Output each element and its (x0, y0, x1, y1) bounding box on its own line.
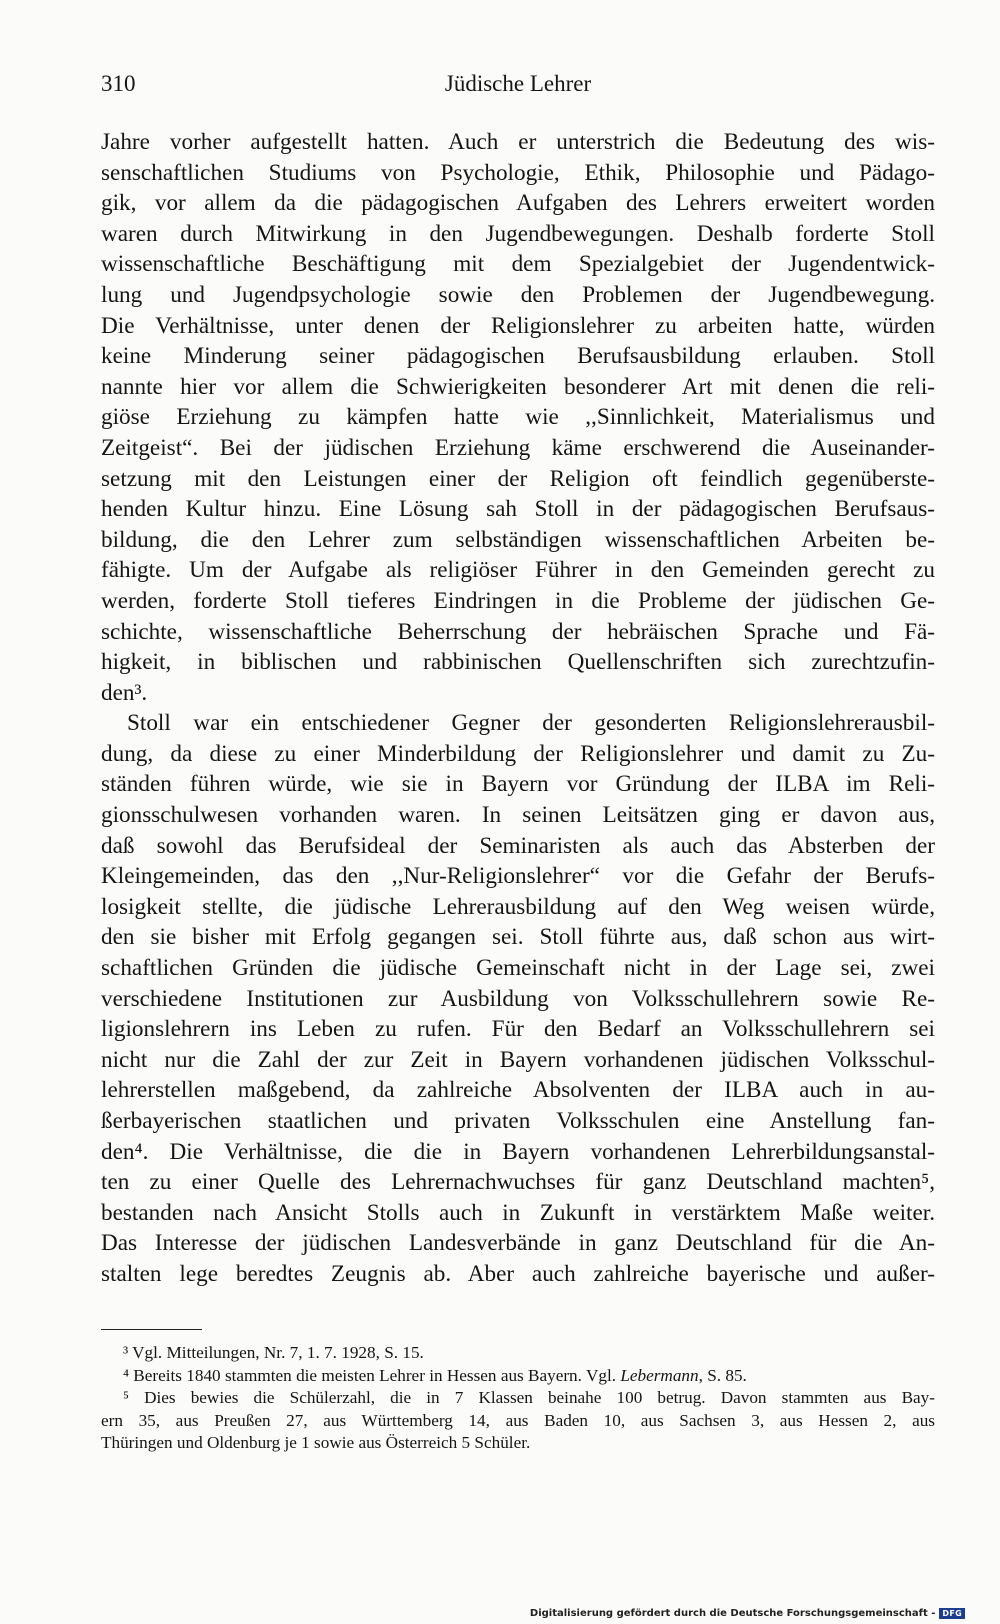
text-line: waren durch Mitwirkung in den Jugendbewegungen. Deshalb forderte Stoll (101, 220, 935, 247)
text-line: ligionslehrern ins Leben zu rufen. Für den Bedarf an Volksschullehrern sei (101, 1016, 935, 1043)
text-line: werden, forderte Stoll tieferes Eindringen in die Probleme der jüdischen Ge- (101, 587, 935, 614)
paragraph-end-line: den³. (101, 679, 148, 706)
footnote-4-author: Lebermann (620, 1365, 699, 1385)
text-line: ständen führen würde, wie sie in Bayern vor Gründung der ILBA im Reli- (101, 771, 935, 798)
text-line: henden Kultur hinzu. Eine Lösung sah Stoll in der pädagogischen Berufsaus- (101, 496, 935, 523)
footnote-5-line: Thüringen und Oldenburg je 1 sowie aus Österreich 5 Schüler. (101, 1433, 531, 1453)
text-line: giöse Erziehung zu kämpfen hatte wie ,,Sinnlichkeit, Materialismus und (101, 404, 935, 431)
dfg-logo: DFG (939, 1608, 965, 1619)
footnotes (101, 1342, 935, 1455)
text-line: verschiedene Institutionen zur Ausbildung von Volksschullehrern sowie Re- (101, 985, 935, 1012)
text-line: nannte hier vor allem die Schwierigkeiten besonderer Art mit denen die reli- (101, 373, 935, 400)
text-line: bildung, die den Lehrer zum selbständigen wissenschaftlichen Arbeiten be- (101, 526, 935, 553)
text-line: losigkeit stellte, die jüdische Lehrerausbildung auf den Weg weisen würde, (101, 893, 935, 920)
text-line: schichte, wissenschaftliche Beherrschung der hebräischen Sprache und Fä- (101, 618, 935, 645)
text-line: higkeit, in biblischen und rabbinischen Quellenschriften sich zurechtzufin- (101, 649, 935, 676)
text-line: Zeitgeist“. Bei der jüdischen Erziehung käme erschwerend die Auseinander- (101, 434, 935, 461)
text-line: bestanden nach Ansicht Stolls auch in Zukunft in verstärktem Maße weiter. (101, 1199, 935, 1226)
text-line: gik, vor allem da die pädagogischen Aufgaben des Lehrers erweitert worden (101, 190, 935, 217)
text-line: ßerbayerischen staatlichen und privaten Volksschulen eine Anstellung fan- (101, 1108, 935, 1134)
text-line: schaftlichen Gründen die jüdische Gemeinschaft nicht in der Lage sei, zwei (101, 955, 935, 982)
body-text (101, 127, 935, 1290)
footnote-5-line: ⁵ Dies bewies die Schülerzahl, die in 7 Klassen beinahe 100 betrug. Davon stammten aus Bay- (123, 1388, 935, 1408)
text-line: ten zu einer Quelle des Lehrernachwuchses für ganz Deutschland machten⁵, (101, 1169, 935, 1196)
text-line: dung, da diese zu einer Minderbildung der Religionslehrer und damit zu Zu- (101, 740, 935, 767)
footnote-divider (101, 1329, 202, 1330)
text-line: fähigte. Um der Aufgabe als religiöser Führer in den Gemeinden gerecht zu (101, 557, 935, 584)
text-line: Jahre vorher aufgestellt hatten. Auch er unterstrich die Bedeutung des wis- (101, 129, 935, 155)
text-line: lung und Jugendpsychologie sowie den Problemen der Jugendbewegung. (101, 281, 935, 308)
text-line: nicht nur die Zahl der zur Zeit in Bayern vorhandenen jüdischen Volksschul- (101, 1046, 935, 1073)
text-line: daß sowohl das Berufsideal der Seminaristen als auch das Absterben der (101, 832, 935, 859)
text-line: den sie bisher mit Erfolg gegangen sei. Stoll führte aus, daß schon aus wirt- (101, 924, 935, 951)
text-line: keine Minderung seiner pädagogischen Berufsausbildung erlauben. Stoll (101, 343, 935, 370)
page-number: 310 (101, 71, 136, 96)
text-line: Das Interesse der jüdischen Landesverbände in ganz Deutschland für die An- (101, 1230, 935, 1257)
running-title: Jüdische Lehrer (444, 71, 592, 96)
footnote-4 (101, 1365, 935, 1388)
footnote-4-text: ⁴ Bereits 1840 stammten die meisten Lehrer in Hessen aus Bayern. Vgl. (123, 1365, 621, 1385)
text-line: Kleingemeinden, das den ,,Nur-Religionslehrer“ vor die Gefahr der Berufs- (101, 863, 935, 890)
footnote-5-line: ern 35, aus Preußen 27, aus Württemberg 14, aus Baden 10, aus Sachsen 3, aus Hessen 2, aus (101, 1410, 935, 1430)
text-line: Die Verhältnisse, unter denen der Religionslehrer zu arbeiten hatte, würden (101, 312, 935, 339)
text-line: den⁴. Die Verhältnisse, die die in Bayern vorhandenen Lehrerbildungsanstal- (101, 1138, 935, 1165)
footnote-3: ³ Vgl. Mitteilungen, Nr. 7, 1. 7. 1928, S. 15. (123, 1343, 424, 1362)
paragraph-start-line: Stoll war ein entschiedener Gegner der gesonderten Religionslehrerausbil- (127, 710, 935, 737)
credit-text: Digitalisierung gefördert durch die Deutsche Forschungsgemeinschaft - (529, 1608, 936, 1619)
text-line: senschaftlichen Studiums von Psychologie, Ethik, Philosophie und Pädago- (101, 159, 935, 186)
text-line: setzung mit den Leistungen einer der Religion oft feindlich gegenüberste- (101, 465, 935, 492)
footnote-4-page: , S. 85. (698, 1365, 747, 1385)
text-line: stalten lege beredtes Zeugnis ab. Aber auch zahlreiche bayerische und außer- (101, 1260, 935, 1287)
text-line: lehrerstellen maßgebend, da zahlreiche Absolventen der ILBA auch in au- (101, 1077, 935, 1104)
text-line: wissenschaftliche Beschäftigung mit dem Spezialgebiet der Jugendentwick- (101, 251, 935, 278)
running-header (101, 66, 935, 102)
text-line: gionsschulwesen vorhanden waren. In seinen Leitsätzen ging er davon aus, (101, 802, 935, 829)
digitization-credit (530, 1608, 965, 1619)
